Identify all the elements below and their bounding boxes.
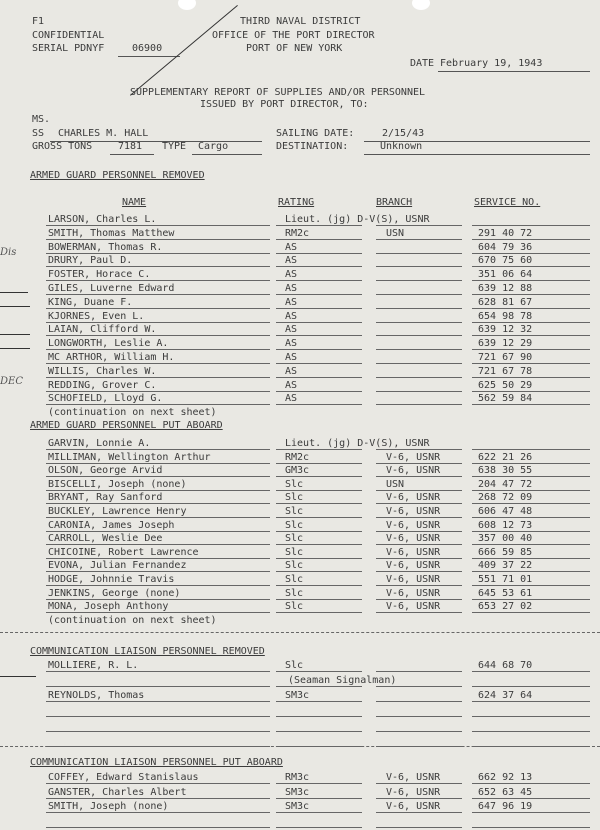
row-name: KJORNES, Even L. [48, 310, 145, 322]
ruled-line [276, 798, 362, 799]
ruled-line [376, 686, 462, 687]
row-service: 606 47 48 [478, 506, 533, 517]
row-service: 604 79 36 [478, 241, 533, 253]
ruled-line [46, 731, 270, 732]
row-service: 654 98 78 [478, 310, 533, 322]
ruled-line [276, 531, 362, 532]
ruled-line [46, 701, 270, 702]
row-rating: Slc [285, 560, 304, 572]
sailing-label: SAILING DATE: [276, 128, 355, 139]
classification: CONFIDENTIAL [32, 30, 105, 41]
ruled-line [376, 363, 462, 364]
row-branch: V-6, USNR [386, 574, 441, 585]
ruled-line [46, 476, 270, 477]
punch-hole [178, 0, 196, 10]
ruled-line [46, 377, 270, 378]
ruled-line [376, 391, 462, 392]
row-rating: AS [285, 365, 298, 377]
ruled-line [472, 294, 590, 295]
ruled-line [46, 517, 270, 518]
section-heading: COMMUNICATION LIAISON PERSONNEL REMOVED [30, 646, 265, 657]
margin-mark [0, 676, 36, 677]
column-header-rating: RATING [278, 197, 315, 208]
ruled-line [46, 294, 270, 295]
ruled-line [376, 544, 462, 545]
row-rating: SM3c [285, 786, 310, 798]
row-service: 409 37 22 [478, 560, 533, 572]
ruled-line [472, 701, 590, 702]
ruled-line [276, 266, 362, 267]
row-rating: Slc [285, 533, 304, 545]
ruled-line [472, 225, 590, 226]
ruled-line [276, 558, 362, 559]
ruled-line [46, 363, 270, 364]
ruled-line [376, 531, 462, 532]
row-branch: V-6, USNR [386, 546, 441, 558]
ruled-line [472, 686, 590, 687]
section-heading: ARMED GUARD PERSONNEL PUT ABOARD [30, 420, 223, 431]
row-rating: RM2c [285, 227, 310, 239]
margin-note-dis: Dis [0, 247, 17, 258]
ruled-line [376, 266, 462, 267]
ruled-line [472, 612, 590, 613]
office: OFFICE OF THE PORT DIRECTOR [212, 30, 375, 41]
row-name: CHICOINE, Robert Lawrence [48, 546, 199, 558]
destination-label: DESTINATION: [276, 141, 349, 152]
ruled-line [46, 349, 270, 350]
row-service: 645 53 61 [478, 587, 533, 599]
ruled-line [276, 544, 362, 545]
ruled-line [376, 558, 462, 559]
ruled-line [276, 571, 362, 572]
ruled-line [276, 239, 362, 240]
row-service: 624 37 64 [478, 690, 533, 701]
date-value: February 19, 1943 [440, 58, 543, 69]
ruled-line [276, 349, 362, 350]
row-name: LAIAN, Clifford W. [48, 324, 157, 336]
row-name: SCHOFIELD, Lloyd G. [48, 393, 163, 405]
ruled-line [276, 585, 362, 586]
row-service: 652 63 45 [478, 786, 533, 798]
ruled-line [46, 391, 270, 392]
column-header-branch: BRANCH [376, 197, 413, 208]
ruled-line [472, 798, 590, 799]
ruled-line [376, 812, 462, 813]
ruled-line [46, 335, 270, 336]
section-heading: ARMED GUARD PERSONNEL REMOVED [30, 170, 205, 181]
row-name: GARVIN, Lonnie A. [48, 438, 151, 449]
ruled-line [276, 308, 362, 309]
ruled-line [472, 585, 590, 586]
row-service: 357 00 40 [478, 533, 533, 545]
row-name: GANSTER, Charles Albert [48, 786, 187, 798]
ruled-line [472, 349, 590, 350]
ruled-line [46, 716, 270, 717]
ruled-line [46, 490, 270, 491]
ruled-line [472, 812, 590, 813]
row-name: REDDING, Grover C. [48, 379, 157, 391]
row-name: MC ARTHOR, William H. [48, 352, 175, 363]
row-branch: V-6, USNR [386, 492, 441, 504]
ruled-line [276, 612, 362, 613]
ruled-line [376, 827, 462, 828]
row-rating: AS [285, 269, 298, 281]
row-name: FOSTER, Horace C. [48, 269, 151, 281]
ruled-line [276, 503, 362, 504]
ruled-line [472, 671, 590, 672]
row-name: MILLIMAN, Wellington Arthur [48, 451, 211, 463]
row-name: SMITH, Thomas Matthew [48, 227, 175, 239]
ruled-line [472, 463, 590, 464]
row-service: 653 27 02 [478, 601, 533, 613]
ruled-line [472, 558, 590, 559]
row-rating: Slc [285, 506, 304, 517]
gross-tons-label: GROSS TONS [32, 141, 93, 152]
row-rating: Slc [285, 519, 304, 531]
ruled-line [376, 335, 462, 336]
ruled-line [276, 490, 362, 491]
ruled-line [276, 671, 362, 672]
row-rating: AS [285, 283, 298, 294]
ruled-line [46, 558, 270, 559]
ruled-line [472, 239, 590, 240]
ruled-line [376, 671, 462, 672]
row-name: BOWERMAN, Thomas R. [48, 241, 163, 253]
row-service: 647 96 19 [478, 801, 533, 812]
ruled-line [46, 404, 270, 405]
ruled-line [472, 490, 590, 491]
ruled-line [46, 686, 270, 687]
row-rating: Slc [285, 478, 304, 490]
ruled-line [376, 701, 462, 702]
ruled-line [376, 225, 462, 226]
ruled-line [276, 391, 362, 392]
ruled-line [46, 308, 270, 309]
ruled-line [472, 476, 590, 477]
row-rating: AS [285, 310, 298, 322]
ruled-line [376, 377, 462, 378]
row-service: 551 71 01 [478, 574, 533, 585]
row-rating: SM3c [285, 801, 310, 812]
ruled-line [472, 783, 590, 784]
ruled-line [276, 783, 362, 784]
margin-mark [0, 334, 30, 335]
row-name: WILLIS, Charles W. [48, 365, 157, 377]
ruled-line [376, 280, 462, 281]
ruled-line [472, 335, 590, 336]
ruled-line [376, 476, 462, 477]
row-name: BUCKLEY, Lawrence Henry [48, 506, 187, 517]
ruled-line [276, 253, 362, 254]
punch-hole [412, 0, 430, 10]
margin-mark [0, 306, 30, 307]
row-name: SMITH, Joseph (none) [48, 801, 169, 812]
row-branch: USN [386, 227, 405, 239]
serial-number: 06900 [132, 43, 163, 54]
ruled-line [276, 449, 362, 450]
row-rating: SM3c [285, 690, 310, 701]
ruled-line [376, 585, 462, 586]
date-label: DATE [410, 58, 435, 69]
ruled-line [376, 731, 462, 732]
row-rating: Slc [285, 587, 304, 599]
margin-mark [0, 292, 28, 293]
ruled-line [472, 404, 590, 405]
ruled-line [472, 517, 590, 518]
ruled-line [376, 239, 462, 240]
ruled-line [46, 544, 270, 545]
ship-name: CHARLES M. HALL [58, 128, 149, 139]
row-service: 628 81 67 [478, 296, 533, 308]
ruled-line [472, 308, 590, 309]
row-rating: AS [285, 296, 298, 308]
district: THIRD NAVAL DISTRICT [240, 16, 361, 27]
row-rating: Slc [285, 660, 304, 671]
row-rating: RM3c [285, 772, 310, 783]
margin-mark [0, 348, 30, 349]
ruled-line [276, 686, 362, 687]
ruled-line [46, 798, 270, 799]
ruled-line [46, 827, 270, 828]
row-name: BISCELLI, Joseph (none) [48, 478, 187, 490]
row-branch: V-6, USNR [386, 587, 441, 599]
ruled-line [376, 571, 462, 572]
sailing-date: 2/15/43 [382, 128, 425, 139]
ruled-line [276, 225, 362, 226]
port: PORT OF NEW YORK [246, 43, 343, 54]
ruled-line [276, 812, 362, 813]
row-service: 666 59 85 [478, 546, 533, 558]
row-rating: Slc [285, 601, 304, 613]
row-branch: V-6, USNR [386, 772, 441, 783]
type-label: TYPE [162, 141, 187, 152]
row-rating: AS [285, 241, 298, 253]
row-service: 622 21 26 [478, 451, 533, 463]
ruled-line [376, 716, 462, 717]
row-branch: V-6, USNR [386, 560, 441, 572]
ruled-line [472, 731, 590, 732]
row-name: OLSON, George Arvid [48, 465, 163, 477]
row-service: 608 12 73 [478, 519, 533, 531]
ruled-line [46, 463, 270, 464]
row-branch: V-6, USNR [386, 786, 441, 798]
row-rating: RM2c [285, 451, 310, 463]
row-service: 721 67 90 [478, 352, 533, 363]
row-service: 639 12 32 [478, 324, 533, 336]
ruled-line [46, 585, 270, 586]
ruled-line [276, 731, 362, 732]
row-rating: AS [285, 393, 298, 405]
row-service: 351 06 64 [478, 269, 533, 281]
row-service: 291 40 72 [478, 227, 533, 239]
ruled-line [46, 503, 270, 504]
row-branch: V-6, USNR [386, 601, 441, 613]
row-service: 662 92 13 [478, 772, 533, 783]
ruled-line [46, 783, 270, 784]
ruled-line [472, 449, 590, 450]
ruled-line [376, 463, 462, 464]
ruled-line [472, 827, 590, 828]
row-service: 268 72 09 [478, 492, 533, 504]
row-rating: Lieut. (jg) D-V(S), USNR [285, 214, 430, 225]
ruled-line [472, 391, 590, 392]
ruled-line [472, 377, 590, 378]
column-header-service: SERVICE NO. [474, 197, 541, 208]
ruled-line [276, 599, 362, 600]
row-branch: V-6, USNR [386, 519, 441, 531]
ruled-line [276, 294, 362, 295]
row-service: 562 59 84 [478, 393, 533, 405]
report-title: SUPPLEMENTARY REPORT OF SUPPLIES AND/OR PERSONNEL [130, 87, 426, 98]
ruled-line [472, 503, 590, 504]
row-rating: AS [285, 379, 298, 391]
ruled-line [46, 449, 270, 450]
ruled-line [276, 363, 362, 364]
ruled-line [472, 716, 590, 717]
ruled-line [276, 716, 362, 717]
ruled-line [46, 812, 270, 813]
row-name: EVONA, Julian Fernandez [48, 560, 187, 572]
row-service: 670 75 60 [478, 255, 533, 267]
row-rating: Lieut. (jg) D-V(S), USNR [285, 438, 430, 449]
row-service: 639 12 88 [478, 283, 533, 294]
ruled-line [276, 377, 362, 378]
ms-label: MS. [32, 114, 51, 125]
row-name: DRURY, Paul D. [48, 255, 133, 267]
ruled-line [276, 476, 362, 477]
ruled-line [276, 517, 362, 518]
row-branch: V-6, USNR [386, 533, 441, 545]
ruled-line [472, 363, 590, 364]
row-name: BRYANT, Ray Sanford [48, 492, 163, 504]
row-rating: Slc [285, 546, 304, 558]
ruled-line [46, 531, 270, 532]
ruled-line [376, 599, 462, 600]
row-branch: USN [386, 478, 405, 490]
ruled-line [46, 266, 270, 267]
row-name: CARROLL, Weslie Dee [48, 533, 163, 545]
row-name: GILES, Luverne Edward [48, 283, 175, 294]
column-header-name: NAME [122, 197, 147, 208]
ruled-line [376, 503, 462, 504]
row-service: 625 50 29 [478, 379, 533, 391]
destination: Unknown [380, 141, 423, 152]
ruled-line [376, 253, 462, 254]
row-name: KING, Duane F. [48, 296, 133, 308]
margin-note-dec: DEC [0, 376, 23, 387]
ruled-line [276, 404, 362, 405]
ruled-line [472, 599, 590, 600]
ruled-line [276, 335, 362, 336]
ruled-line [472, 544, 590, 545]
section-divider [0, 632, 600, 633]
ruled-line [46, 671, 270, 672]
section-heading: COMMUNICATION LIAISON PERSONNEL PUT ABOARD [30, 757, 283, 768]
ruled-line [46, 225, 270, 226]
row-name: CARONIA, James Joseph [48, 519, 175, 531]
ruled-line [376, 308, 462, 309]
row-rating: Slc [285, 492, 304, 504]
row-service: 721 67 78 [478, 365, 533, 377]
row-rating: AS [285, 338, 298, 350]
serial-label: SERIAL PDNYF [32, 43, 105, 54]
ruled-line [276, 280, 362, 281]
row-name: MOLLIERE, R. L. [48, 660, 139, 671]
ruled-line [376, 517, 462, 518]
row-rating: AS [285, 352, 298, 363]
row-rating: GM3c [285, 465, 310, 477]
ruled-line [46, 612, 270, 613]
ruled-line [472, 322, 590, 323]
row-branch: V-6, USNR [386, 801, 441, 812]
row-service: 644 68 70 [478, 660, 533, 671]
ruled-line [376, 783, 462, 784]
row-name: COFFEY, Edward Stanislaus [48, 772, 199, 783]
row-name: JENKINS, George (none) [48, 587, 181, 599]
ruled-line [46, 599, 270, 600]
form-number: F1 [32, 16, 45, 27]
section-divider [0, 746, 600, 747]
ruled-line [376, 449, 462, 450]
ruled-line [276, 827, 362, 828]
continuation-note: (continuation on next sheet) [48, 407, 217, 419]
ruled-line [472, 253, 590, 254]
row-name: MONA, Joseph Anthony [48, 601, 169, 613]
ruled-line [46, 571, 270, 572]
row-branch: V-6, USNR [386, 506, 441, 517]
ruled-line [46, 322, 270, 323]
report-title-sub: ISSUED BY PORT DIRECTOR, TO: [200, 99, 369, 110]
gross-tons: 7181 [118, 141, 143, 152]
ruled-line [46, 239, 270, 240]
row-branch: V-6, USNR [386, 451, 441, 463]
ruled-line [376, 798, 462, 799]
row-rating: (Seaman Signalman) [288, 675, 397, 686]
ruled-line [276, 463, 362, 464]
row-name: HODGE, Johnnie Travis [48, 574, 175, 585]
row-name: LONGWORTH, Leslie A. [48, 338, 169, 350]
continuation-note: (continuation on next sheet) [48, 614, 217, 626]
row-service: 638 30 55 [478, 465, 533, 477]
ruled-line [472, 531, 590, 532]
type-value: Cargo [198, 141, 229, 152]
row-service: 639 12 29 [478, 338, 533, 350]
ruled-line [46, 253, 270, 254]
row-rating: AS [285, 324, 298, 336]
ruled-line [376, 322, 462, 323]
row-name: LARSON, Charles L. [48, 214, 157, 225]
ruled-line [472, 571, 590, 572]
ruled-line [376, 349, 462, 350]
ruled-line [376, 294, 462, 295]
ruled-line [472, 266, 590, 267]
ruled-line [376, 612, 462, 613]
ss-label: SS [32, 128, 45, 139]
ruled-line [376, 490, 462, 491]
row-branch: V-6, USNR [386, 465, 441, 477]
ruled-line [46, 280, 270, 281]
ruled-line [376, 404, 462, 405]
row-rating: Slc [285, 574, 304, 585]
row-name: REYNOLDS, Thomas [48, 690, 145, 701]
ruled-line [276, 322, 362, 323]
row-rating: AS [285, 255, 298, 267]
row-service: 204 47 72 [478, 478, 533, 490]
ruled-line [276, 701, 362, 702]
ruled-line [472, 280, 590, 281]
